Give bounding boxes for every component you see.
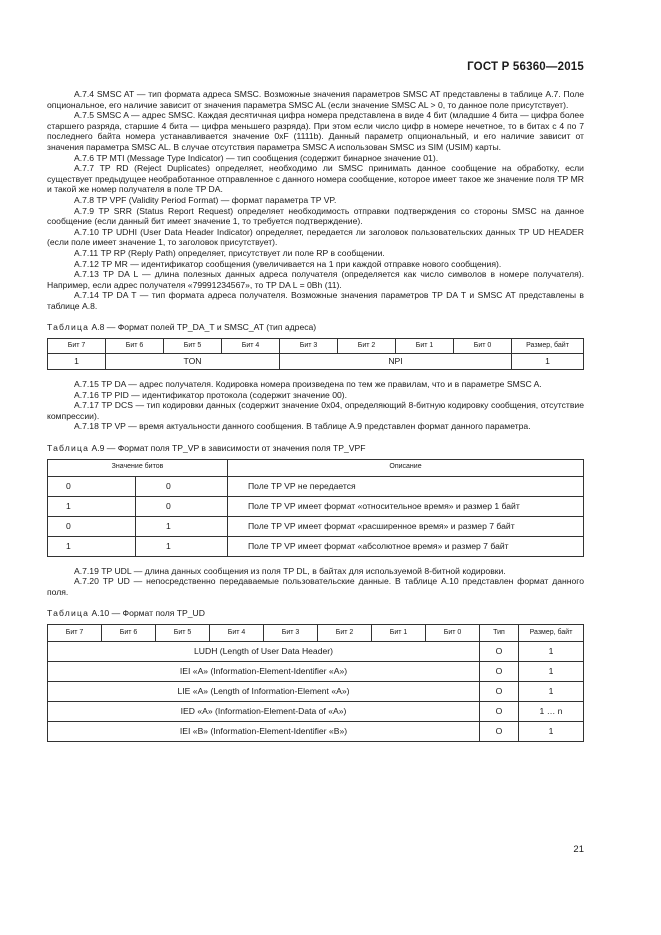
table-cell: 1 [519, 722, 584, 742]
table-cell: 0 [48, 476, 136, 496]
paragraph-a-7-20: А.7.20 TP UD — непосредственно передаваемые пользовательские данные. В таблице А.10 представлен формат данного поля. [47, 576, 584, 597]
paragraph-a-7-6: А.7.6 TP MTI (Message Type Indicator) — тип сообщения (содержит бинарное значение 01). [74, 152, 439, 163]
table-cell: 1 [48, 536, 136, 556]
table-cell: 1 [519, 642, 584, 662]
table-a8-caption [47, 322, 584, 333]
table-row [48, 702, 584, 722]
header-cell: Бит 5 [164, 339, 222, 354]
table-cell: O [480, 662, 519, 682]
paragraph-a-7-14: А.7.14 TP DA T — тип формата адреса получателя. Возможные значения параметров TP DA T и SMSC AT представлены в таблице А.8. [47, 290, 584, 311]
table-cell: O [480, 682, 519, 702]
table-header-row [48, 625, 584, 642]
table-cell: TON [106, 354, 280, 370]
table-row [48, 722, 584, 742]
table-cell: LUDH (Length of User Data Header) [48, 642, 480, 662]
header-cell: Бит 2 [338, 339, 396, 354]
header-cell: Бит 3 [264, 625, 318, 642]
table-cell: 1 [136, 536, 228, 556]
paragraph-a-7-7: А.7.7 TP RD (Reject Duplicates) определяет, необходимо ли SMSC принимать данное сообщение на обработку, если существует предыдущее необработанное отправленное с данного номера сообщение, которое имеет такое же значение поля TP MR и такой же номер получателя в поле TP DA. [47, 163, 584, 195]
paragraph-a-7-5: А.7.5 SMSC A — адрес SMSC. Каждая десятичная цифра номера представлена в виде 4 бит (младшие 4 бита — цифра более старшего разряда, старшие 4 бита — цифра меньшего разряда). При этом если число цифр в номере нечетное, то в битах с 4 по 7 последнего байта номера устанавливается значение 0xF (1111b). Данный параметр опциональный, и его наличие зависит от значения параметра SMSC AL. В случае отсутствия параметра SMSC A использован SMSC из SIM (USIM) карты. [47, 110, 584, 152]
table-cell: Поле TP VP имеет формат «абсолютное время» и размер 7 байт [228, 536, 584, 556]
table-cell: Поле TP VP имеет формат «расширенное время» и размер 7 байт [228, 516, 584, 536]
table-cell: 1 [519, 662, 584, 682]
header-cell: Бит 0 [426, 625, 480, 642]
paragraph-a-7-17: А.7.17 TP DCS — тип кодировки данных (содержит значение 0x04, определяющий 8-битную кодировку сообщения, отсутствие компрессии). [47, 400, 584, 421]
table-a9 [47, 459, 584, 557]
header-cell: Размер, байт [512, 339, 584, 354]
header-cell: Бит 7 [48, 625, 102, 642]
table-row [48, 642, 584, 662]
paragraph-a-7-8: А.7.8 TP VPF (Validity Period Format) — формат параметра TP VP. [74, 194, 337, 205]
table-cell: O [480, 702, 519, 722]
paragraph-a-7-13: А.7.13 TP DA L — длина полезных данных адреса получателя (определяется как число символов в номере получателя). Например, если адрес получателя «79991234567», то TP DA L = 0Bh (11). [47, 269, 584, 290]
paragraph-a-7-12: А.7.12 TP MR — идентификатор сообщения (увеличивается на 1 при каждой отправке нового сообщения). [74, 258, 502, 269]
table-caption-text: А.9 — Формат поля TP_VP в зависимости от значения поля TP_VPF [89, 443, 366, 454]
table-row [48, 496, 584, 516]
table-a10 [47, 624, 584, 742]
header-cell: Бит 6 [102, 625, 156, 642]
table-cell: 1 [48, 496, 136, 516]
standard-header: ГОСТ Р 56360—2015 [467, 61, 584, 73]
table-cell: 1 [136, 516, 228, 536]
header-cell: Бит 2 [318, 625, 372, 642]
table-cell: 1 [512, 354, 584, 370]
page-number: 21 [573, 844, 584, 855]
paragraph-a-7-4: А.7.4 SMSC AT — тип формата адреса SMSC. Возможные значения параметров SMSC AT представлены в таблице А.7. Поле опциональное, его наличие зависит от значения параметра SMSC AL (если значение SMSC AL > 0, то данное поле присутствует). [47, 89, 584, 110]
header-cell: Бит 4 [210, 625, 264, 642]
table-cell: 0 [48, 516, 136, 536]
table-cell: 1 [48, 354, 106, 370]
header-cell: Бит 0 [454, 339, 512, 354]
table-cell: O [480, 722, 519, 742]
paragraph-a-7-9: А.7.9 TP SRR (Status Report Request) определяет необходимость отправки подтверждения со стороны SMSC на данное сообщение (если данный бит имеет значение 1, то требуется подтверждение). [47, 205, 584, 227]
table-label: Таблица [47, 443, 90, 454]
table-cell: 1 … n [519, 702, 584, 722]
paragraph-a-7-11: А.7.11 TP RP (Reply Path) определяет, присутствует ли поле RP в сообщении. [74, 247, 385, 258]
table-label: Таблица [47, 608, 90, 619]
table-header-row [48, 459, 584, 476]
table-caption-text: А.10 — Формат поля TP_UD [89, 608, 205, 619]
table-cell: 0 [136, 476, 228, 496]
table-cell: Поле TP VP не передается [228, 476, 584, 496]
table-cell: Поле TP VP имеет формат «относительное время» и размер 1 байт [228, 496, 584, 516]
paragraph-a-7-19: А.7.19 TP UDL — длина данных сообщения из поля TP DL, в байтах для используемой 8-битной кодировки. [74, 565, 506, 576]
header-cell: Бит 3 [280, 339, 338, 354]
table-cell: LIE «A» (Length of Information-Element «A») [48, 682, 480, 702]
paragraph-a-7-10: А.7.10 TP UDHI (User Data Header Indicator) определяет, передается ли заголовок пользовательских данных TP UD HEADER (если поле имеет значение 1, то заголовок присутствует). [47, 226, 584, 248]
table-a9-caption [47, 443, 584, 454]
table-cell: IEI «A» (Information-Element-Identifier «A») [48, 662, 480, 682]
table-cell: IED «A» (Information-Element-Data of «A») [48, 702, 480, 722]
table-label: Таблица [47, 322, 90, 333]
header-cell: Бит 6 [106, 339, 164, 354]
table-row [48, 476, 584, 496]
header-cell: Бит 1 [396, 339, 454, 354]
header-cell: Бит 5 [156, 625, 210, 642]
header-cell: Значение битов [48, 459, 228, 476]
table-row [48, 682, 584, 702]
table-row [48, 536, 584, 556]
table-row [48, 354, 584, 370]
table-caption-text: А.8 — Формат полей TP_DA_T и SMSC_AT (тип адреса) [89, 322, 317, 333]
header-cell: Бит 1 [372, 625, 426, 642]
table-a10-caption [47, 608, 584, 619]
table-cell: NPI [280, 354, 512, 370]
header-cell: Тип [480, 625, 519, 642]
document-body [47, 89, 584, 742]
header-cell: Бит 7 [48, 339, 106, 354]
paragraph-a-7-15: А.7.15 TP DA — адрес получателя. Кодировка номера произведена по тем же правилам, что и в параметре SMSC A. [74, 379, 542, 390]
table-cell: IEI «B» (Information-Element-Identifier «B») [48, 722, 480, 742]
table-cell: O [480, 642, 519, 662]
table-cell: 0 [136, 496, 228, 516]
header-cell: Бит 4 [222, 339, 280, 354]
table-header-row [48, 339, 584, 354]
table-cell: 1 [519, 682, 584, 702]
table-a8 [47, 338, 584, 370]
paragraph-a-7-16: А.7.16 TP PID — идентификатор протокола (содержит значение 00). [74, 389, 348, 400]
table-row [48, 516, 584, 536]
paragraph-a-7-18: А.7.18 TP VP — время актуальности данного сообщения. В таблице А.9 представлен формат данного параметра. [74, 421, 531, 432]
header-cell: Размер, байт [519, 625, 584, 642]
table-row [48, 662, 584, 682]
header-cell: Описание [228, 459, 584, 476]
